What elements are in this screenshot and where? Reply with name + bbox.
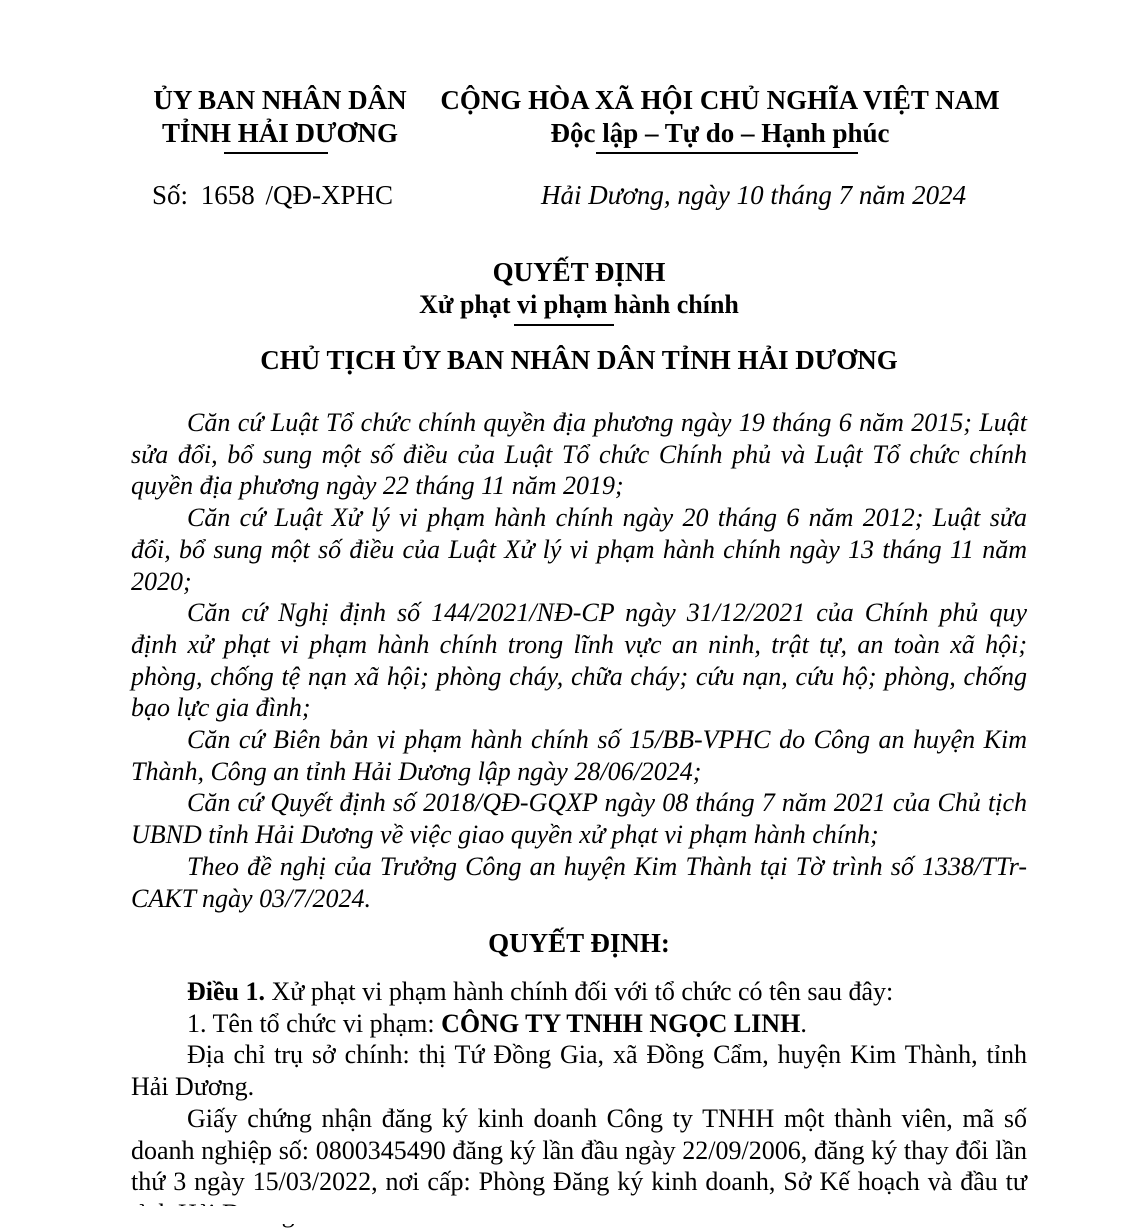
article-1-text: Xử phạt vi phạm hành chính đối với tổ chức có tên sau đây:	[271, 977, 894, 1006]
org-address: Địa chỉ trụ sở chính: thị Tứ Đồng Gia, xã Đồng Cẩm, huyện Kim Thành, tỉnh Hải Dương.	[131, 1040, 1027, 1102]
number-suffix: /QĐ-XPHC	[265, 180, 394, 210]
national-motto: Độc lập – Tự do – Hạnh phúc	[550, 118, 890, 148]
national-title: CỘNG HÒA XÃ HỘI CHỦ NGHĨA VIỆT NAM	[440, 85, 1000, 115]
number-value: 1658	[200, 180, 255, 210]
legal-basis-2: Căn cứ Luật Xử lý vi phạm hành chính ngày 20 tháng 6 năm 2012; Luật sửa đổi, bổ sung một số điều của Luật Xử lý vi phạm hành chính ngày 13 tháng 11 năm 2020;	[131, 503, 1027, 596]
subject-underline	[514, 324, 614, 326]
issuing-authority: CHỦ TỊCH ỦY BAN NHÂN DÂN TỈNH HẢI DƯƠNG	[260, 345, 898, 375]
org-end: .	[800, 1008, 807, 1038]
org-line	[131, 1008, 1027, 1040]
motto-underline	[596, 152, 858, 154]
legal-basis-3: Căn cứ Nghị định số 144/2021/NĐ-CP ngày 31/12/2021 của Chính phủ quy định xử phạt vi phạm hành chính trong lĩnh vực an ninh, trật tự, an toàn xã hội; phòng, chống tệ nạn xã hội; phòng cháy, chữa cháy; cứu nạn, cứu hộ; phòng, chống bạo lực gia đình;	[131, 598, 1027, 723]
article-1-intro	[131, 976, 1027, 1008]
legal-basis-6: Theo đề nghị của Trưởng Công an huyện Kim Thành tại Tờ trình số 1338/TTr-CAKT ngày 03/7/2024.	[131, 851, 1027, 913]
document-number	[152, 180, 393, 211]
document-subject: Xử phạt vi phạm hành chính	[419, 290, 739, 319]
article-1-label: Điều 1.	[187, 977, 265, 1006]
org-name: CÔNG TY TNHH NGỌC LINH	[441, 1008, 801, 1038]
agency-name-line1: ỦY BAN NHÂN DÂN	[153, 85, 407, 115]
legal-basis-4: Căn cứ Biên bản vi phạm hành chính số 15/BB-VPHC do Công an huyện Kim Thành, Công an tỉnh Hải Dương lập ngày 28/06/2024;	[131, 725, 1027, 786]
decision-heading: QUYẾT ĐỊNH:	[488, 928, 670, 958]
business-license: Giấy chứng nhận đăng ký kinh doanh Công ty TNHH một thành viên, mã số doanh nghiệp số: 0800345490 đăng ký lần đầu ngày 22/09/2006, đăng ký thay đổi lần thứ 3 ngày 15/03/2022, nơi cấp: Phòng Đăng ký kinh doanh, Sở Kế hoạch và đầu tư	[131, 1103, 1027, 1197]
agency-name-line2: TỈNH HẢI DƯƠNG	[161, 118, 398, 148]
article-1	[131, 976, 1027, 1230]
agency-underline	[224, 152, 328, 154]
page-crop-edge	[0, 1206, 1124, 1224]
document-type-title: QUYẾT ĐỊNH	[492, 257, 666, 287]
place-date: Hải Dương, ngày 10 tháng 7 năm 2024	[541, 180, 967, 210]
number-prefix: Số:	[152, 180, 189, 210]
legal-basis-5: Căn cứ Quyết định số 2018/QĐ-GQXP ngày 08 tháng 7 năm 2021 của Chủ tịch UBND tỉnh Hải Dương về việc giao quyền xử phạt vi phạm hành chính;	[131, 788, 1027, 850]
legal-bases	[131, 407, 1027, 914]
legal-basis-1: Căn cứ Luật Tổ chức chính quyền địa phương ngày 19 tháng 6 năm 2015; Luật sửa đổi, bổ sung một số điều của Luật Tổ chức Chính phủ và Luật Tổ chức chính quyền địa phương ngày 22 tháng 11 năm 2019;	[131, 408, 1027, 501]
org-label: 1. Tên tổ chức vi phạm:	[187, 1008, 435, 1038]
